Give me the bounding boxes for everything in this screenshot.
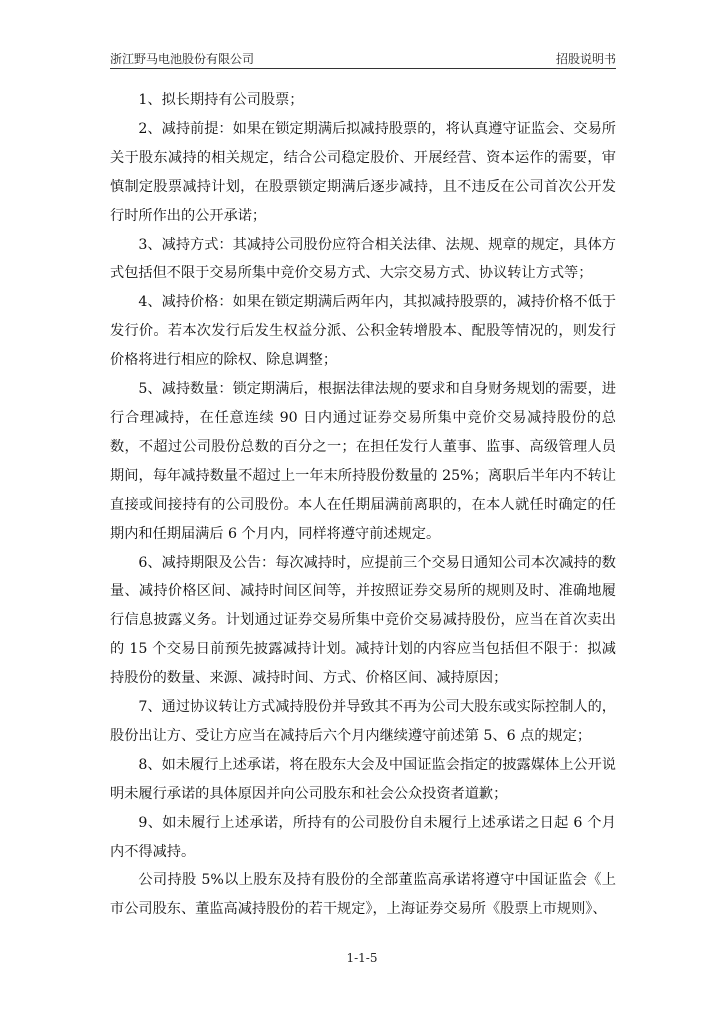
header-divider: [110, 68, 616, 69]
header-company-name: 浙江野马电池股份有限公司: [110, 52, 255, 66]
paragraph-5: 5、减持数量：锁定期满后，根据法律法规的要求和自身财务规划的需要，进行合理减持，在任意连续 90 日内通过证券交易所集中竞价交易减持股份的总数，不超过公司股份总数的百分之一；在担任发行人董事、监事、高级管理人员期间，每年减持数量不超过上一年末所持股份数量的 25%；离职后半年内不转让直接或间接持有的公司股份。本人在任期届满前离职的，在本人就任时确定的任期内和任期届满后 6 个月内，同样将遵守前述规定。: [110, 381, 616, 542]
paragraph-3: 3、减持方式：其减持公司股份应符合相关法律、法规、规章的规定，具体方式包括但不限于交易所集中竞价交易方式、大宗交易方式、协议转让方式等；: [110, 236, 616, 282]
paragraph-8: 8、如未履行上述承诺，将在股东大会及中国证监会指定的披露媒体上公开说明未履行承诺的具体原因并向公司股东和社会公众投资者道歉；: [110, 756, 616, 802]
paragraph-2: 2、减持前提：如果在锁定期满后拟减持股票的，将认真遵守证监会、交易所关于股东减持的相关规定，结合公司稳定股价、开展经营、资本运作的需要，审慎制定股票减持计划，在股票锁定期满后逐步减持，且不违反在公司首次公开发行时所作出的公开承诺；: [110, 120, 616, 224]
paragraph-7: 7、通过协议转让方式减持股份并导致其不再为公司大股东或实际控制人的，股份出让方、受让方应当在减持后六个月内继续遵守前述第 5、6 点的规定；: [110, 699, 616, 744]
page-number: 1-1-5: [346, 951, 378, 965]
paragraph-6: 6、减持期限及公告：每次减持时，应提前三个交易日通知公司本次减持的数量、减持价格区间、减持时间区间等，并按照证券交易所的规则及时、准确地履行信息披露义务。计划通过证券交易所集中竞价交易减持股份，应当在首次卖出的 15 个交易日前预先披露减持计划。减持计划的内容应当包括但不限于：拟减持股份的数量、来源、减持时间、方式、价格区间、减持原因；: [110, 554, 616, 687]
paragraph-1: 1、拟长期持有公司股票；: [138, 92, 304, 108]
header-document-type: 招股说明书: [555, 52, 616, 66]
paragraph-10: 公司持股 5%以上股东及持有股份的全部董监高承诺将遵守中国证监会《上市公司股东、董监高减持股份的若干规定》，上海证券交易所《股票上市规则》、: [110, 872, 616, 918]
paragraph-4: 4、减持价格：如果在锁定期满后两年内，其拟减持股票的，减持价格不低于发行价。若本次发行后发生权益分派、公积金转增股本、配股等情况的，则发行价格将进行相应的除权、除息调整；: [110, 294, 616, 369]
page-header: [110, 50, 616, 68]
document-body: [110, 86, 616, 924]
paragraph-9: 9、如未履行上述承诺，所持有的公司股份自未履行上述承诺之日起 6 个月内不得减持。: [110, 814, 616, 860]
